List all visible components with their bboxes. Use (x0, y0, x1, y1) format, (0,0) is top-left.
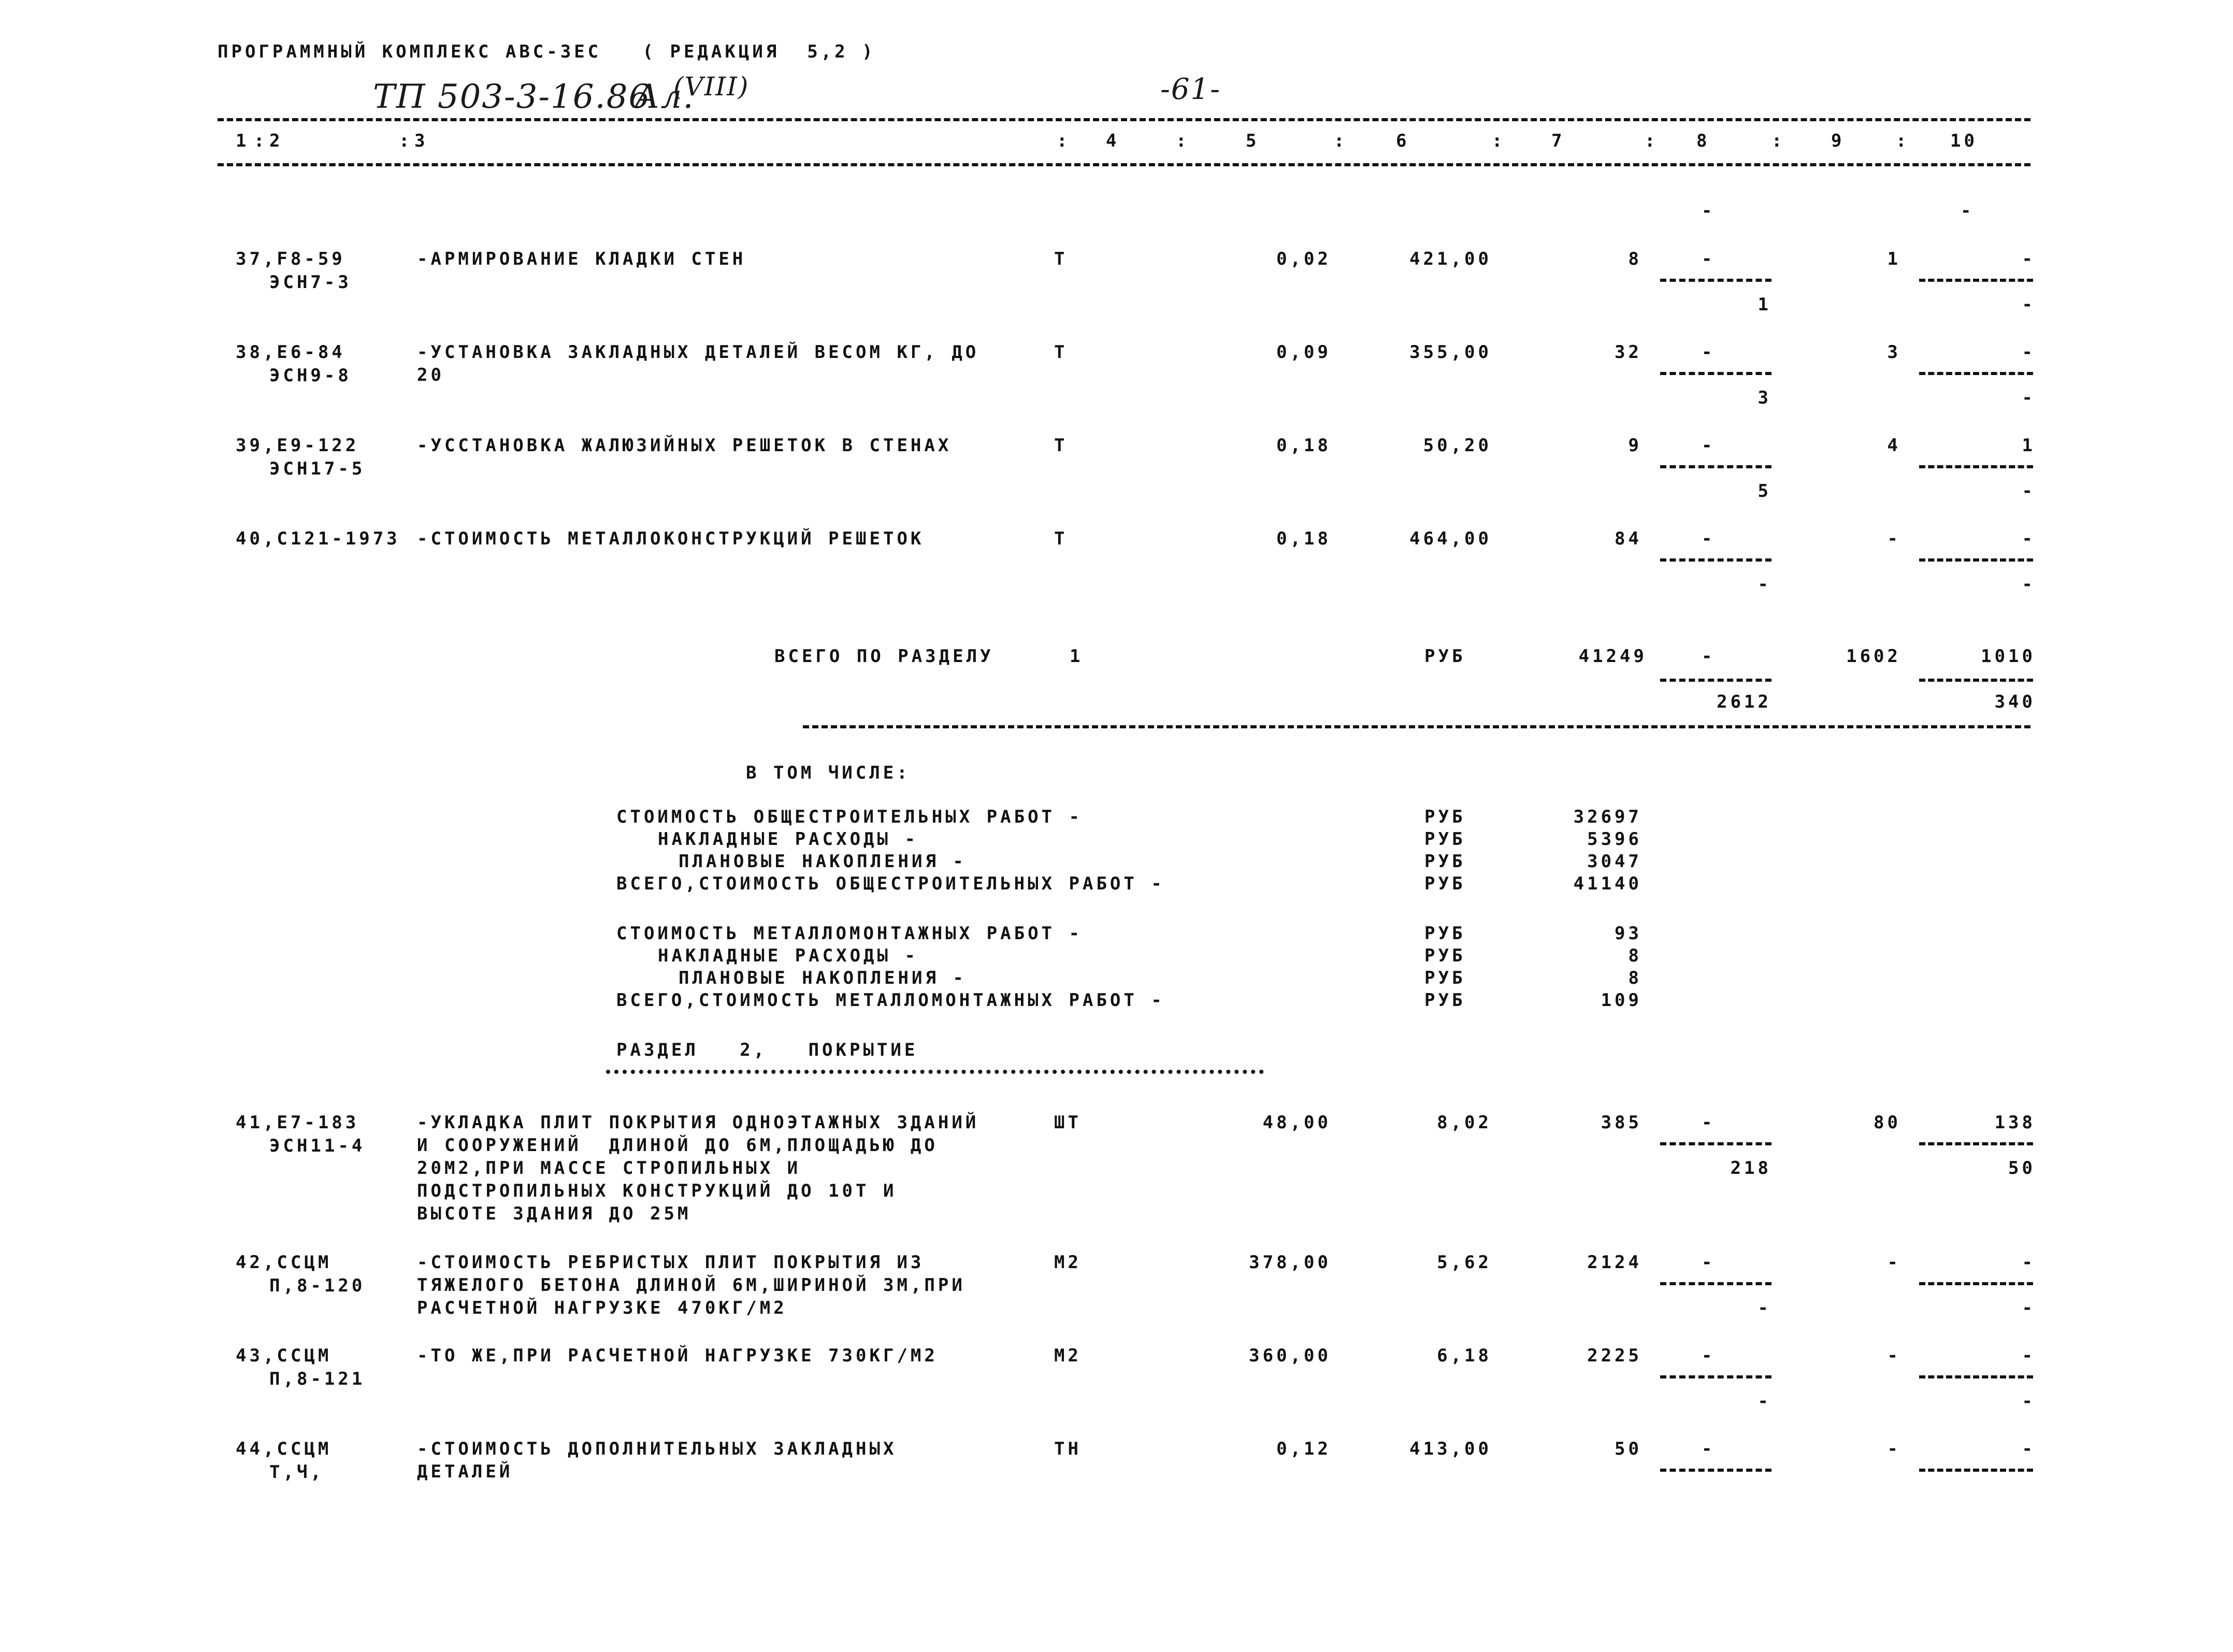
row-c10-top: - (2022, 1252, 2036, 1273)
summary-unit: РУБ (1424, 851, 1466, 872)
column-header-9: 9 (1831, 131, 1845, 151)
row-c8-top: - (1702, 1345, 1716, 1366)
row-c10-rule (1919, 279, 2033, 282)
column-header-4: 4 (1106, 131, 1120, 151)
row-unit: ШТ (1054, 1112, 1082, 1133)
summary-label: СТОИМОСТЬ ОБЩЕСТРОИТЕЛЬНЫХ РАБОТ - (616, 807, 1083, 827)
row-subcode: П,8-120 (269, 1275, 366, 1296)
row-c10-top: - (2022, 1439, 2036, 1459)
row-c10-top: 1 (2022, 435, 2036, 456)
row-quantity: 360,00 (1249, 1345, 1331, 1366)
row-c9: - (1887, 1345, 1901, 1366)
row-c10-bottom: - (2022, 574, 2036, 595)
row-unit: Т (1054, 342, 1068, 363)
row-c10-top: 138 (1994, 1112, 2036, 1133)
row-c9: - (1887, 1252, 1901, 1273)
row-c10-bottom: - (2022, 1298, 2036, 1318)
row-description-line: ТЯЖЕЛОГО БЕТОНА ДЛИНОЙ 6М,ШИРИНОЙ 3М,ПРИ (417, 1275, 966, 1296)
summary-value: 8 (1628, 945, 1642, 966)
summary-unit: РУБ (1424, 945, 1466, 966)
summary-value: 32697 (1573, 807, 1642, 827)
row-c10-top: - (2022, 249, 2036, 269)
row-code: 42,ССЦМ (236, 1252, 332, 1273)
row-c8-rule (1660, 1142, 1771, 1145)
top-dash-c10: - (1961, 200, 1975, 221)
row-subcode: ЭСН9-8 (269, 365, 352, 386)
row-c10-top: - (2022, 528, 2036, 549)
row-description-line: -СТОИМОСТЬ ДОПОЛНИТЕЛЬНЫХ ЗАКЛАДНЫХ (417, 1439, 897, 1459)
summary-label: ПЛАНОВЫЕ НАКОПЛЕНИЯ - (679, 851, 967, 872)
row-total: 385 (1601, 1112, 1642, 1133)
summary-label: СТОИМОСТЬ МЕТАЛЛОМОНТАЖНЫХ РАБОТ - (616, 923, 1083, 944)
row-price: 5,62 (1437, 1252, 1492, 1273)
row-description-line: РАСЧЕТНОЙ НАГРУЗКЕ 470КГ/М2 (417, 1298, 787, 1318)
row-unit: Т (1054, 528, 1068, 549)
row-unit: Т (1054, 249, 1068, 269)
row-description-line: ВЫСОТЕ ЗДАНИЯ ДО 25М (417, 1203, 691, 1224)
row-description-line: -УССТАНОВКА ЖАЛЮЗИЙНЫХ РЕШЕТОК В СТЕНАХ (417, 435, 952, 456)
row-c10-bottom: 50 (2008, 1158, 2036, 1179)
row-c8-bottom: 5 (1757, 481, 1771, 501)
section-total-label: ВСЕГО ПО РАЗДЕЛУ (774, 646, 994, 667)
summary-label: НАКЛАДНЫЕ РАСХОДЫ - (658, 829, 918, 850)
row-description-line: -ТО ЖЕ,ПРИ РАСЧЕТНОЙ НАГРУЗКЕ 730КГ/М2 (417, 1345, 938, 1366)
summary-unit: РУБ (1424, 807, 1466, 827)
section-total-c8-bottom: 2612 (1717, 692, 1771, 712)
column-separator: : (399, 131, 413, 151)
row-description-line: -УКЛАДКА ПЛИТ ПОКРЫТИЯ ОДНОЭТАЖНЫХ ЗДАНИЙ (417, 1112, 979, 1133)
row-c8-bottom: - (1757, 574, 1771, 595)
row-price: 355,00 (1409, 342, 1492, 363)
row-code: 44,ССЦМ (236, 1439, 332, 1459)
row-c10-bottom: - (2022, 387, 2036, 408)
row-c10-bottom: - (2022, 294, 2036, 315)
row-code: 39,E9-122 (236, 435, 359, 456)
row-quantity: 378,00 (1249, 1252, 1331, 1273)
row-code: 38,E6-84 (236, 342, 345, 363)
section-total-c10-top: 1010 (1981, 646, 2036, 667)
row-description-line: 20 (417, 365, 444, 385)
row-subcode: ЭСН11-4 (269, 1136, 366, 1156)
row-total: 9 (1628, 435, 1642, 456)
row-unit: М2 (1054, 1252, 1082, 1273)
row-quantity: 0,12 (1276, 1439, 1331, 1459)
row-c9: - (1887, 528, 1901, 549)
row-price: 6,18 (1437, 1345, 1492, 1366)
row-c8-bottom: 218 (1730, 1158, 1771, 1179)
header-rule-bottom (218, 163, 2030, 166)
section-total-c10-bottom: 340 (1994, 692, 2036, 712)
sheet-roman: (VIII) (673, 71, 750, 102)
top-dash-c8: - (1702, 200, 1716, 221)
summary-value: 8 (1628, 968, 1642, 988)
row-c10-bottom: - (2022, 481, 2036, 501)
row-c10-rule (1919, 558, 2033, 562)
row-total: 2124 (1587, 1252, 1642, 1273)
column-separator: : (1057, 131, 1071, 151)
summary-value: 41140 (1573, 873, 1642, 894)
row-c10-top: - (2022, 1345, 2036, 1366)
column-header-7: 7 (1551, 131, 1565, 151)
row-quantity: 0,02 (1276, 249, 1331, 269)
row-quantity: 0,18 (1276, 435, 1331, 456)
row-c8-top: - (1702, 342, 1716, 363)
row-c10-rule (1919, 1142, 2033, 1145)
summary-unit: РУБ (1424, 990, 1466, 1011)
row-c8-rule (1660, 558, 1771, 562)
row-c10-rule (1919, 465, 2033, 468)
row-c8-rule (1660, 1375, 1771, 1378)
column-header-2: 2 (269, 131, 283, 151)
row-total: 84 (1615, 528, 1642, 549)
summary-label: ВСЕГО,СТОИМОСТЬ ОБЩЕСТРОИТЕЛЬНЫХ РАБОТ - (616, 873, 1165, 894)
row-description-line: -СТОИМОСТЬ МЕТАЛЛОКОНСТРУКЦИЙ РЕШЕТОК (417, 528, 925, 549)
program-header: ПРОГРАММНЫЙ КОМПЛЕКС АВС-ЗЕС ( РЕДАКЦИЯ 5,2 ) (218, 41, 876, 62)
row-c8-rule (1660, 372, 1771, 375)
row-c10-rule (1919, 372, 2033, 375)
section-total-c8-rule (1660, 679, 1771, 682)
section-total-c8-top: - (1702, 646, 1716, 667)
column-separator: : (254, 131, 268, 151)
summary-unit: РУБ (1424, 829, 1466, 850)
summary-label: ВСЕГО,СТОИМОСТЬ МЕТАЛЛОМОНТАЖНЫХ РАБОТ - (616, 990, 1165, 1011)
row-subcode: ЭСН17-5 (269, 458, 366, 479)
row-c9: 80 (1874, 1112, 1901, 1133)
summary-value: 5396 (1587, 829, 1642, 850)
row-description-line: ДЕТАЛЕЙ (417, 1461, 513, 1482)
document-code: ТП 503-3-16.86 (373, 78, 651, 116)
including-label: В ТОМ ЧИСЛЕ: (746, 763, 911, 783)
section-total-c9: 1602 (1846, 646, 1901, 667)
column-header-3: 3 (414, 131, 428, 151)
row-unit: М2 (1054, 1345, 1082, 1366)
summary-unit: РУБ (1424, 873, 1466, 894)
row-total: 8 (1628, 249, 1642, 269)
column-header-1: 1 (236, 131, 250, 151)
row-description-line: И СООРУЖЕНИЙ ДЛИНОЙ ДО 6М,ПЛОЩАДЬЮ ДО (417, 1135, 938, 1156)
row-description-line: -СТОИМОСТЬ РЕБРИСТЫХ ПЛИТ ПОКРЫТИЯ ИЗ (417, 1252, 925, 1273)
row-c8-rule (1660, 1469, 1771, 1472)
row-c8-top: - (1702, 1112, 1716, 1133)
row-code: 37,F8-59 (236, 249, 345, 269)
row-total: 32 (1615, 342, 1642, 363)
sheet-label: Ал. (635, 78, 695, 116)
row-subcode: П,8-121 (269, 1369, 366, 1389)
column-separator: : (1492, 131, 1506, 151)
row-code: 40,C121-1973 (236, 528, 400, 549)
row-quantity: 48,00 (1262, 1112, 1331, 1133)
row-total: 2225 (1587, 1345, 1642, 1366)
row-c8-bottom: - (1757, 1391, 1771, 1412)
row-price: 413,00 (1409, 1439, 1492, 1459)
column-separator: : (1176, 131, 1190, 151)
row-unit: Т (1054, 435, 1068, 456)
column-separator: : (1771, 131, 1785, 151)
row-description-line: ПОДСТРОПИЛЬНЫХ КОНСТРУКЦИЙ ДО 10Т И (417, 1181, 897, 1201)
header-rule-top (218, 118, 2030, 121)
column-header-8: 8 (1696, 131, 1710, 151)
row-c10-rule (1919, 1469, 2033, 1472)
section-total-num: 1 (1070, 646, 1084, 667)
summary-unit: РУБ (1424, 923, 1466, 944)
column-header-5: 5 (1246, 131, 1260, 151)
row-price: 421,00 (1409, 249, 1492, 269)
row-subcode: ЭСН7-3 (269, 272, 352, 293)
summary-label: НАКЛАДНЫЕ РАСХОДЫ - (658, 945, 918, 966)
summary-value: 3047 (1587, 851, 1642, 872)
section2-title: РАЗДЕЛ 2, ПОКРЫТИЕ (616, 1040, 918, 1060)
column-header-6: 6 (1396, 131, 1410, 151)
row-unit: ТН (1054, 1439, 1082, 1459)
row-c8-top: - (1702, 1439, 1716, 1459)
row-c9: 1 (1887, 249, 1901, 269)
section2-rule (606, 1070, 1264, 1074)
row-c9: 3 (1887, 342, 1901, 363)
row-price: 464,00 (1409, 528, 1492, 549)
row-description-line: -АРМИРОВАНИЕ КЛАДКИ СТЕН (417, 249, 746, 269)
column-separator: : (1334, 131, 1348, 151)
row-c9: 4 (1887, 435, 1901, 456)
row-c8-rule (1660, 279, 1771, 282)
row-c8-bottom: 1 (1757, 294, 1771, 315)
row-price: 50,20 (1423, 435, 1492, 456)
summary-value: 93 (1615, 923, 1642, 944)
column-separator: : (1896, 131, 1910, 151)
row-subcode: Т,Ч, (269, 1462, 324, 1483)
row-c8-bottom: 3 (1757, 387, 1771, 408)
section-total-unit: РУБ (1424, 646, 1466, 667)
row-c8-top: - (1702, 435, 1716, 456)
summary-value: 109 (1601, 990, 1642, 1011)
page-number: -61- (1160, 73, 1221, 106)
row-c10-rule (1919, 1375, 2033, 1378)
section-total-rule (803, 725, 2030, 728)
row-code: 41,E7-183 (236, 1112, 359, 1133)
row-c8-top: - (1702, 249, 1716, 269)
row-total: 50 (1615, 1439, 1642, 1459)
column-separator: : (1645, 131, 1659, 151)
row-c10-bottom: - (2022, 1391, 2036, 1412)
row-c10-top: - (2022, 342, 2036, 363)
row-code: 43,ССЦМ (236, 1345, 332, 1366)
row-c8-rule (1660, 465, 1771, 468)
row-c8-top: - (1702, 528, 1716, 549)
row-c8-bottom: - (1757, 1298, 1771, 1318)
row-c10-rule (1919, 1282, 2033, 1285)
summary-label: ПЛАНОВЫЕ НАКОПЛЕНИЯ - (679, 968, 967, 988)
column-header-10: 10 (1950, 131, 1978, 151)
row-quantity: 0,18 (1276, 528, 1331, 549)
row-price: 8,02 (1437, 1112, 1492, 1133)
row-c9: - (1887, 1439, 1901, 1459)
section-total-c10-rule (1919, 679, 2033, 682)
summary-unit: РУБ (1424, 968, 1466, 988)
section-total-value: 41249 (1578, 646, 1647, 667)
row-description-line: -УСТАНОВКА ЗАКЛАДНЫХ ДЕТАЛЕЙ ВЕСОМ КГ, ДО (417, 342, 979, 363)
row-quantity: 0,09 (1276, 342, 1331, 363)
row-c8-top: - (1702, 1252, 1716, 1273)
row-description-line: 20М2,ПРИ МАССЕ СТРОПИЛЬНЫХ И (417, 1158, 801, 1179)
row-c8-rule (1660, 1282, 1771, 1285)
